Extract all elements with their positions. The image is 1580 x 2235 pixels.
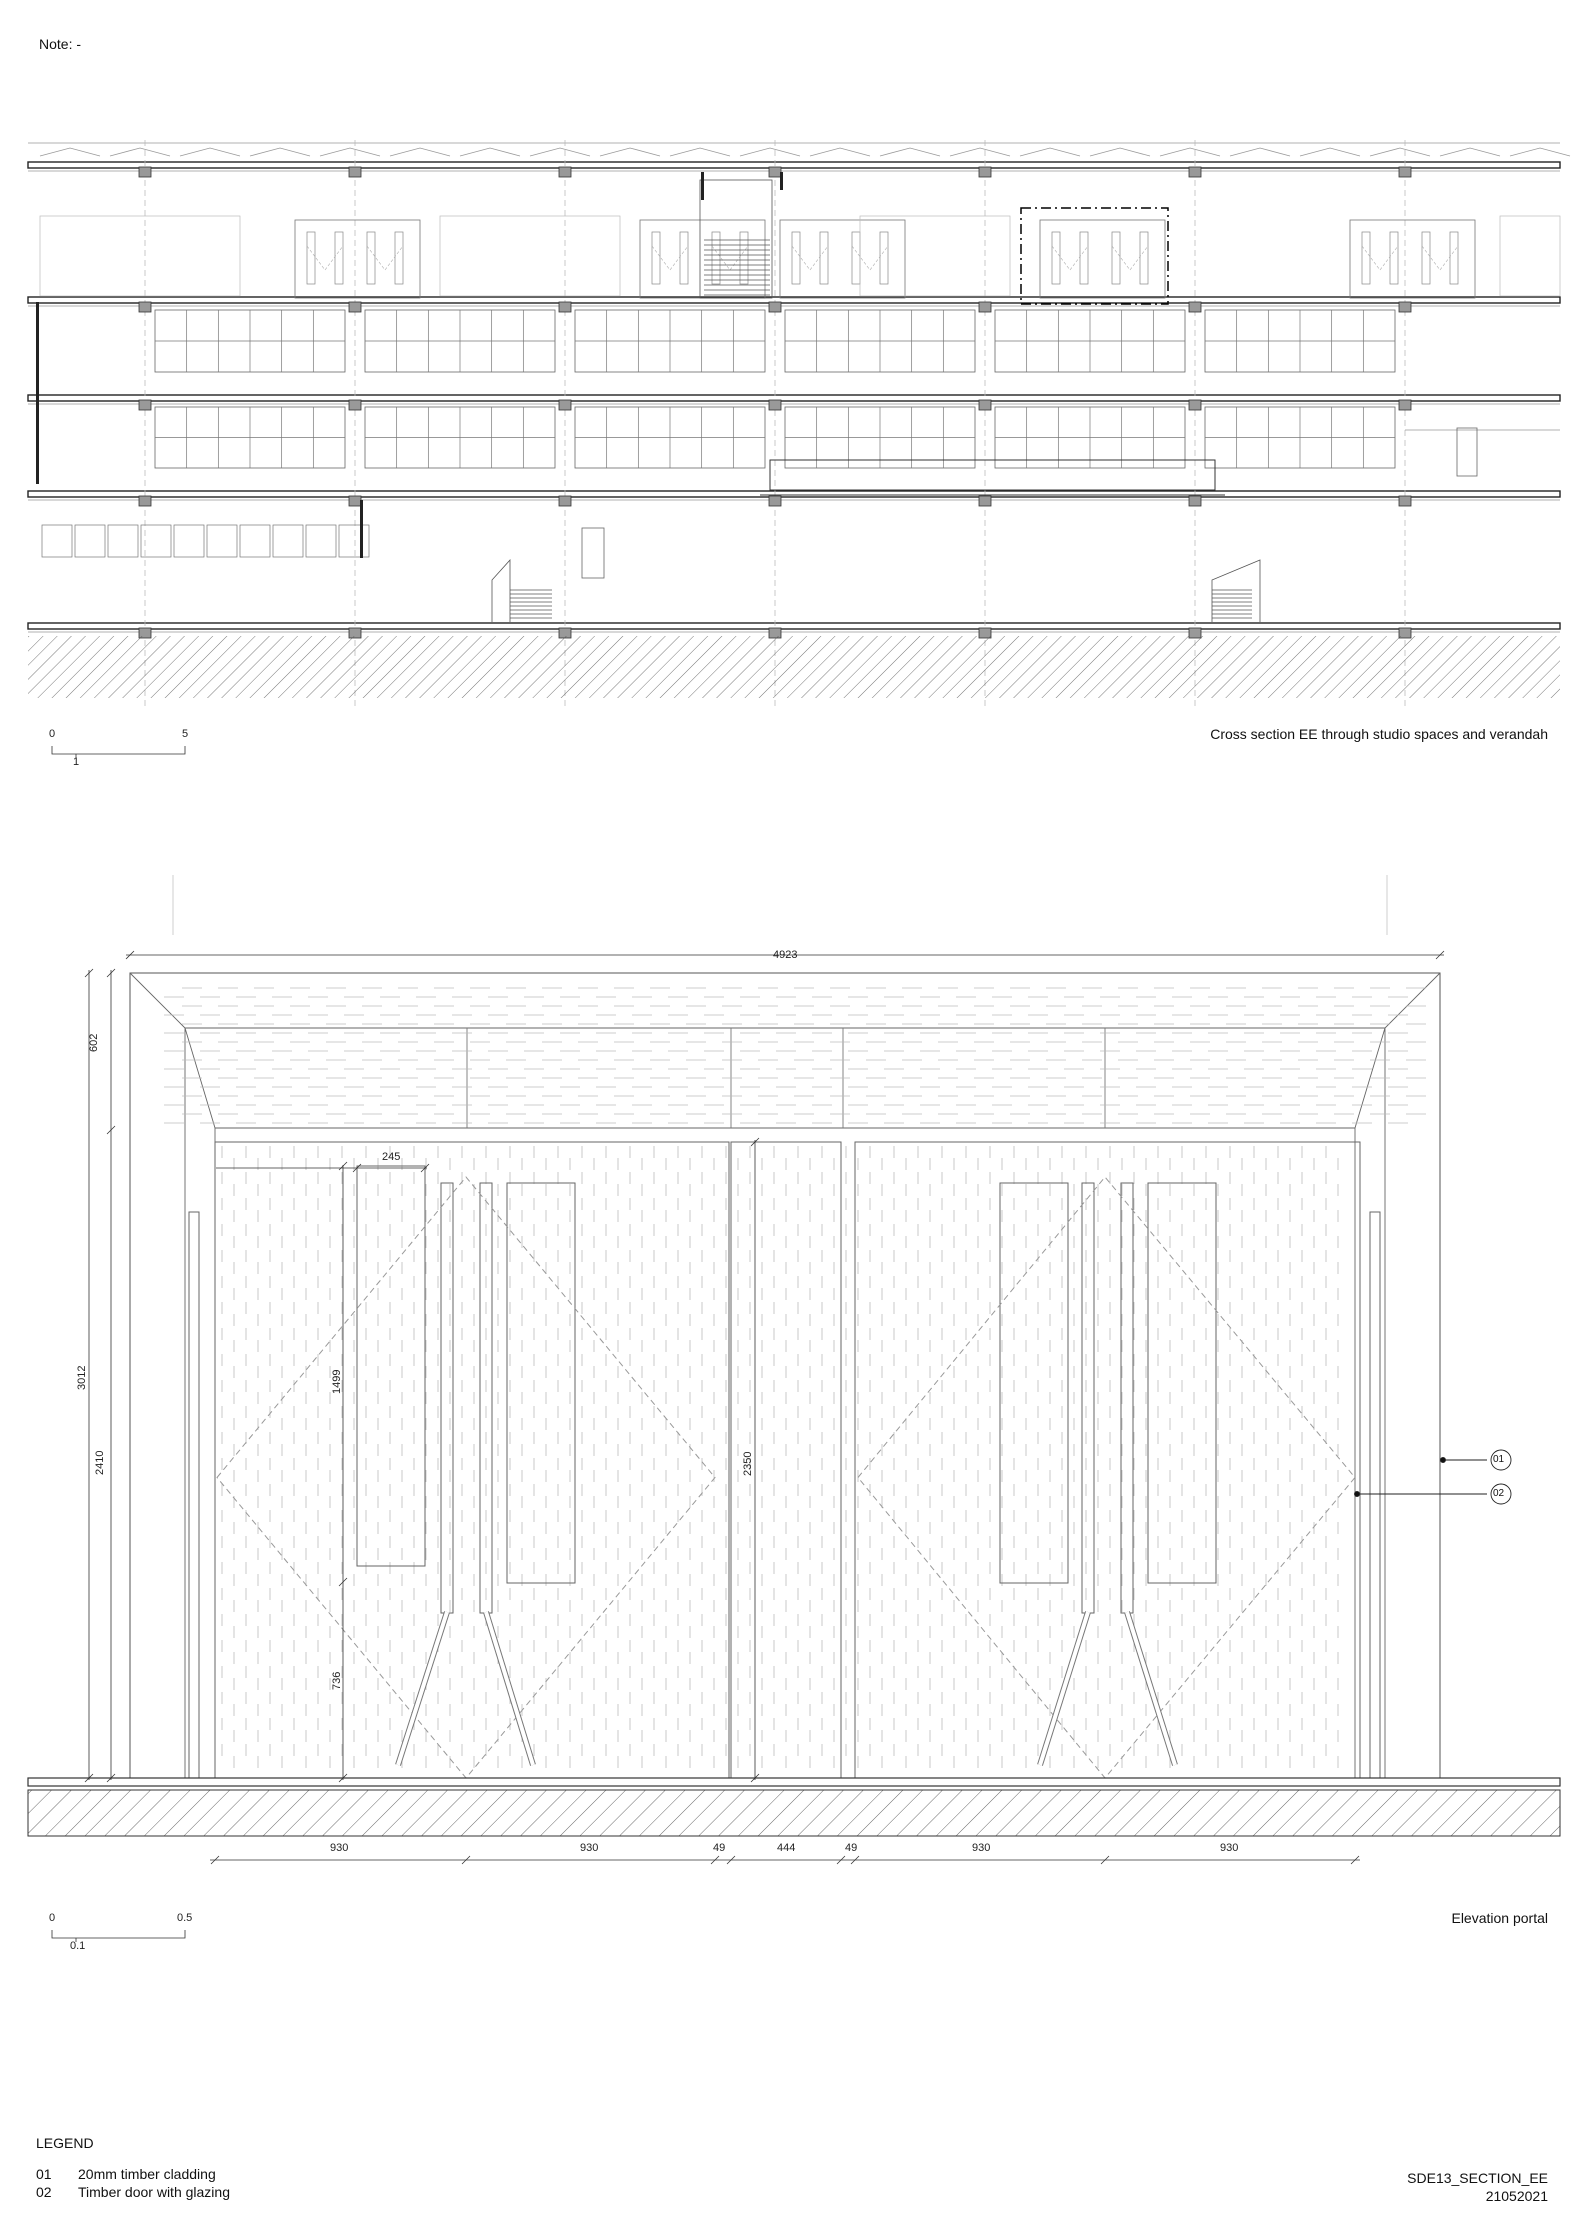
dim-glazing-height: 1499 xyxy=(331,1369,343,1394)
door-left-frame xyxy=(215,1142,729,1778)
column-head xyxy=(979,496,991,506)
column-head xyxy=(559,496,571,506)
wall-panel xyxy=(1500,216,1560,296)
door-leg-inner xyxy=(1040,1612,1088,1765)
door-leaf xyxy=(395,232,403,284)
portal-reveal-lines xyxy=(130,973,1440,1778)
roof-ridge xyxy=(390,148,450,156)
column-head xyxy=(769,167,781,177)
dim-bottom-1: 930 xyxy=(330,1842,349,1854)
window-pane xyxy=(108,525,138,557)
column-head xyxy=(349,167,361,177)
door-rail xyxy=(1082,1183,1094,1613)
legend-item-02-text: Timber door with glazing xyxy=(78,2184,230,2200)
door-leg-inner xyxy=(1127,1612,1175,1765)
dim-sill-height: 736 xyxy=(331,1671,343,1690)
dim-bottom-7: 930 xyxy=(1220,1842,1239,1854)
section-scale-bar xyxy=(52,746,185,758)
door-leaf xyxy=(880,232,888,284)
floor-slab xyxy=(28,491,1560,497)
door-leaf xyxy=(652,232,660,284)
column-head xyxy=(979,400,991,410)
door-leaf xyxy=(680,232,688,284)
section-scale-1: 1 xyxy=(73,756,80,768)
door-leg-inner xyxy=(398,1612,447,1765)
timber-cladding-texture xyxy=(222,1146,1338,1768)
door-swing xyxy=(852,246,888,270)
window-pane xyxy=(75,525,105,557)
dimension-lines xyxy=(85,951,1444,1864)
dim-top-band: 602 xyxy=(88,1033,100,1052)
door-leaf xyxy=(1362,232,1370,284)
door-rail xyxy=(441,1183,453,1613)
door-swing xyxy=(1112,246,1148,270)
door-swing xyxy=(792,246,828,270)
side-post-right xyxy=(1370,1212,1380,1778)
dim-total-height: 3012 xyxy=(76,1365,88,1390)
column-head xyxy=(979,167,991,177)
floor-slabs xyxy=(28,162,1560,632)
legend-item-01-num: 01 xyxy=(36,2166,52,2182)
elevation-caption: Elevation portal xyxy=(1451,1910,1548,1926)
roof-ridge xyxy=(810,148,870,156)
side-post-left xyxy=(189,1212,199,1778)
roof-ridge xyxy=(320,148,380,156)
door-rail xyxy=(480,1183,492,1613)
column-head xyxy=(139,302,151,312)
door-leaf xyxy=(1140,232,1148,284)
upper-door-portals xyxy=(40,216,1560,298)
column-head xyxy=(1399,302,1411,312)
window-pane xyxy=(207,525,237,557)
roof-ridge xyxy=(1440,148,1500,156)
elevation-ground-hatch xyxy=(28,1790,1560,1836)
dim-door-height: 2410 xyxy=(94,1450,106,1475)
detail-callout-box xyxy=(1021,208,1168,304)
door-leaf xyxy=(820,232,828,284)
roof-ridge xyxy=(40,148,100,156)
door-swing-indicator xyxy=(858,1177,1355,1778)
roof-ridge xyxy=(1090,148,1150,156)
door-leaf xyxy=(1052,232,1060,284)
roof-ridge xyxy=(1510,148,1570,156)
door-lower-left xyxy=(582,528,604,578)
elevation-floor-line xyxy=(28,1778,1560,1786)
stairs-lower xyxy=(492,560,1260,622)
sheet-date: 21052021 xyxy=(1485,2188,1548,2204)
section-scale-0: 0 xyxy=(49,728,56,740)
window-pane xyxy=(273,525,303,557)
column-head xyxy=(559,400,571,410)
callout-01: 01 xyxy=(1493,1454,1505,1465)
column-head xyxy=(1189,167,1201,177)
dim-bottom-4: 444 xyxy=(777,1842,796,1854)
roof-ridge xyxy=(180,148,240,156)
dim-glazing-width: 245 xyxy=(382,1151,401,1163)
door-swing xyxy=(307,246,343,270)
column-head xyxy=(139,400,151,410)
elevation-scale-05: 0.5 xyxy=(177,1912,193,1924)
roof-ridge xyxy=(460,148,520,156)
column-head xyxy=(1189,496,1201,506)
column-head xyxy=(1189,400,1201,410)
column-head xyxy=(1399,400,1411,410)
dark-post-3 xyxy=(360,500,363,558)
dark-post-1 xyxy=(701,172,704,200)
column-head xyxy=(349,302,361,312)
section-caption: Cross section EE through studio spaces and verandah xyxy=(1210,726,1548,742)
roof-ridge xyxy=(950,148,1010,156)
window-pane xyxy=(339,525,369,557)
column-head xyxy=(979,302,991,312)
column-head xyxy=(139,496,151,506)
roof-ridge xyxy=(1300,148,1360,156)
door-swing xyxy=(1362,246,1398,270)
dark-post-left xyxy=(36,302,39,484)
roof-ridges xyxy=(28,143,1570,156)
door-right-frame xyxy=(855,1142,1360,1778)
legend-title: LEGEND xyxy=(36,2135,94,2151)
glazing-slot xyxy=(1000,1183,1068,1583)
door-leaf xyxy=(335,232,343,284)
column-head xyxy=(559,167,571,177)
door-leaf xyxy=(367,232,375,284)
callout-02: 02 xyxy=(1493,1488,1505,1499)
roof-ridge xyxy=(530,148,590,156)
ground-hatch xyxy=(28,636,1560,698)
window-pane xyxy=(174,525,204,557)
door-leaf xyxy=(307,232,315,284)
door-swing xyxy=(1422,246,1458,270)
column-head xyxy=(349,496,361,506)
floor-slab xyxy=(28,623,1560,629)
top-band-cladding xyxy=(164,988,1426,1128)
door-leg-inner xyxy=(486,1612,533,1765)
sheet-code: SDE13_SECTION_EE xyxy=(1407,2170,1548,2186)
door-leaf xyxy=(1422,232,1430,284)
door-swing xyxy=(652,246,688,270)
legend-item-01-text: 20mm timber cladding xyxy=(78,2166,216,2182)
column-head xyxy=(1399,496,1411,506)
columns xyxy=(139,140,1411,710)
legend-item-02 xyxy=(36,2184,230,2200)
portal-frame xyxy=(130,973,1440,1778)
roof-ridge xyxy=(1230,148,1290,156)
stair-upper xyxy=(700,180,772,298)
verandah-beam xyxy=(770,460,1215,490)
column-head xyxy=(1189,302,1201,312)
door-leaf xyxy=(1450,232,1458,284)
window-bands xyxy=(42,310,1560,557)
window-pane xyxy=(42,525,72,557)
elevation-scale-01: 0.1 xyxy=(70,1940,86,1952)
window-pane xyxy=(240,525,270,557)
roof-ridge xyxy=(250,148,310,156)
roof-ridge xyxy=(110,148,170,156)
dim-overall-width: 4923 xyxy=(773,949,798,961)
dark-post-2 xyxy=(780,172,783,190)
roof-ridge xyxy=(740,148,800,156)
floor-slab xyxy=(28,395,1560,401)
door-leaf xyxy=(1080,232,1088,284)
door-leaf xyxy=(1112,232,1120,284)
elevation-scale-0: 0 xyxy=(49,1912,56,1924)
door-swing-indicator xyxy=(217,1177,715,1778)
callout-leaders xyxy=(1355,1450,1512,1504)
elevation-drawing xyxy=(28,875,1560,1942)
column-head xyxy=(349,400,361,410)
column-head xyxy=(769,302,781,312)
roof-ridge xyxy=(670,148,730,156)
column-head xyxy=(139,167,151,177)
roof-ridge xyxy=(1020,148,1080,156)
floor-slab xyxy=(28,162,1560,168)
column-head xyxy=(769,400,781,410)
wall-panel xyxy=(440,216,620,296)
roof-ridge xyxy=(880,148,940,156)
cross-section-drawing xyxy=(28,140,1570,758)
window-pane xyxy=(306,525,336,557)
door-leaf xyxy=(792,232,800,284)
roof-ridge xyxy=(1160,148,1220,156)
door-leaf xyxy=(1390,232,1398,284)
dim-bottom-2: 930 xyxy=(580,1842,599,1854)
column-head xyxy=(559,302,571,312)
door-swing xyxy=(1052,246,1088,270)
window-pane xyxy=(141,525,171,557)
legend-item-01 xyxy=(36,2166,216,2182)
door-swing xyxy=(367,246,403,270)
note-label: Note: - xyxy=(39,36,82,52)
dim-bottom-6: 930 xyxy=(972,1842,991,1854)
roof-ridge xyxy=(1370,148,1430,156)
door-panels xyxy=(189,1142,1380,1778)
dim-bottom-3: 49 xyxy=(713,1842,726,1854)
section-scale-5: 5 xyxy=(182,728,189,740)
door-rail xyxy=(1121,1183,1133,1613)
door-right-side xyxy=(1457,428,1477,476)
column-head xyxy=(1399,167,1411,177)
dim-bottom-5: 49 xyxy=(845,1842,858,1854)
dim-center-height: 2350 xyxy=(742,1451,754,1476)
wall-panel xyxy=(40,216,240,296)
glazing-slot xyxy=(357,1166,425,1566)
roof-ridge xyxy=(600,148,660,156)
glazing-slot xyxy=(507,1183,575,1583)
column-head xyxy=(769,496,781,506)
legend-item-02-num: 02 xyxy=(36,2184,52,2200)
door-leaf xyxy=(852,232,860,284)
